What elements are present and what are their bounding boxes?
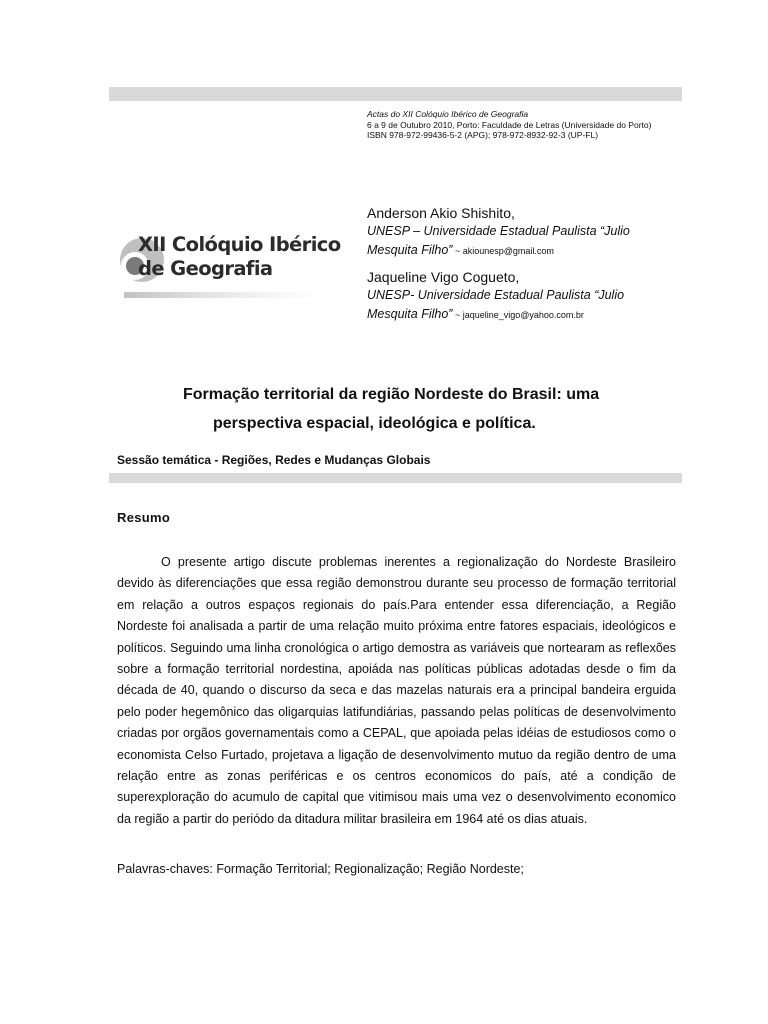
author-name: Jaqueline Vigo Cogueto, <box>367 269 520 285</box>
proceedings-title: Actas do XII Colóquio Ibérico de Geografia <box>367 109 529 119</box>
proceedings-info <box>367 109 651 141</box>
paper-title <box>110 380 720 438</box>
author-1 <box>367 204 687 261</box>
proceedings-isbn: ISBN 978-972-99436-5-2 (APG); 978-972-8932-92-3 (UP-FL) <box>367 130 599 140</box>
author-email: ~ akiounesp@gmail.com <box>452 246 554 256</box>
keywords: Palavras-chaves: Formação Territorial; Regionalização; Região Nordeste; <box>117 862 524 876</box>
author-2 <box>367 268 687 325</box>
title-line-1: Formação territorial da região Nordeste do Brasil: uma <box>183 386 600 403</box>
thematic-session: Sessão temática - Regiões, Redes e Mudanças Globais <box>117 453 431 467</box>
author-email: ~ jaqueline_vigo@yahoo.com.br <box>452 310 584 320</box>
header-bar <box>109 87 682 101</box>
author-affiliation: UNESP – Universidade Estadual Paulista “Julio Mesquita Filho” ~ akiounesp@gmail.com <box>367 224 630 257</box>
section-divider <box>109 473 682 483</box>
logo-line-1: XII Colóquio Ibérico <box>138 233 341 256</box>
title-line-2: perspectiva espacial, ideológica e política. <box>213 415 536 432</box>
logo-line-2: de Geografia <box>138 257 273 280</box>
authors-block <box>367 204 687 325</box>
abstract-heading: Resumo <box>117 510 171 525</box>
conference-logo-text <box>138 233 341 281</box>
author-name: Anderson Akio Shishito, <box>367 205 515 221</box>
proceedings-dates: 6 a 9 de Outubro 2010, Porto: Faculdade de Letras (Universidade do Porto) <box>367 119 652 130</box>
author-affiliation: UNESP- Universidade Estadual Paulista “Julio Mesquita Filho” ~ jaqueline_vigo@yahoo.com.br <box>367 288 625 321</box>
abstract-text: O presente artigo discute problemas inerentes a regionalização do Nordeste Brasileiro devido às diferenciações que essa região demonstrou durante seu processo de formação territorial em relação a outros espaços regionais do país.Para entender essa diferenciação, a Região Nordeste foi analisada a partir de uma relação muito próxima entre fatores espaciais, ideológicos e políticos. Seguindo uma linha cronológica o artigo demostra as variáveis que nortearam as reflexões sobre a formação territorial nordestina, apoiáda nas políticas públicas adotadas desde o fim da década de 40, quando o discurso da seca e das mazelas naturais era a principal bandeira erguida pelo poder hegemônico das oligarquias latifundiárias, passando pelas políticas de desenvolvimento criadas por orgãos governamentais como a CEPAL, que apoiada pelas idéias de estudiosos como o economista Celso Furtado, projetava a ligação de desenvolvimento mutuo da região dentro de uma relação entre as zonas periféricas e os centros economicos do país, até a condição de superexploração do acumulo de capital que vitimisou mais uma vez o desenvolvimento economico da região a partir do periódo da ditadura militar brasileira em 1964 até os dias atuais. <box>117 555 676 826</box>
